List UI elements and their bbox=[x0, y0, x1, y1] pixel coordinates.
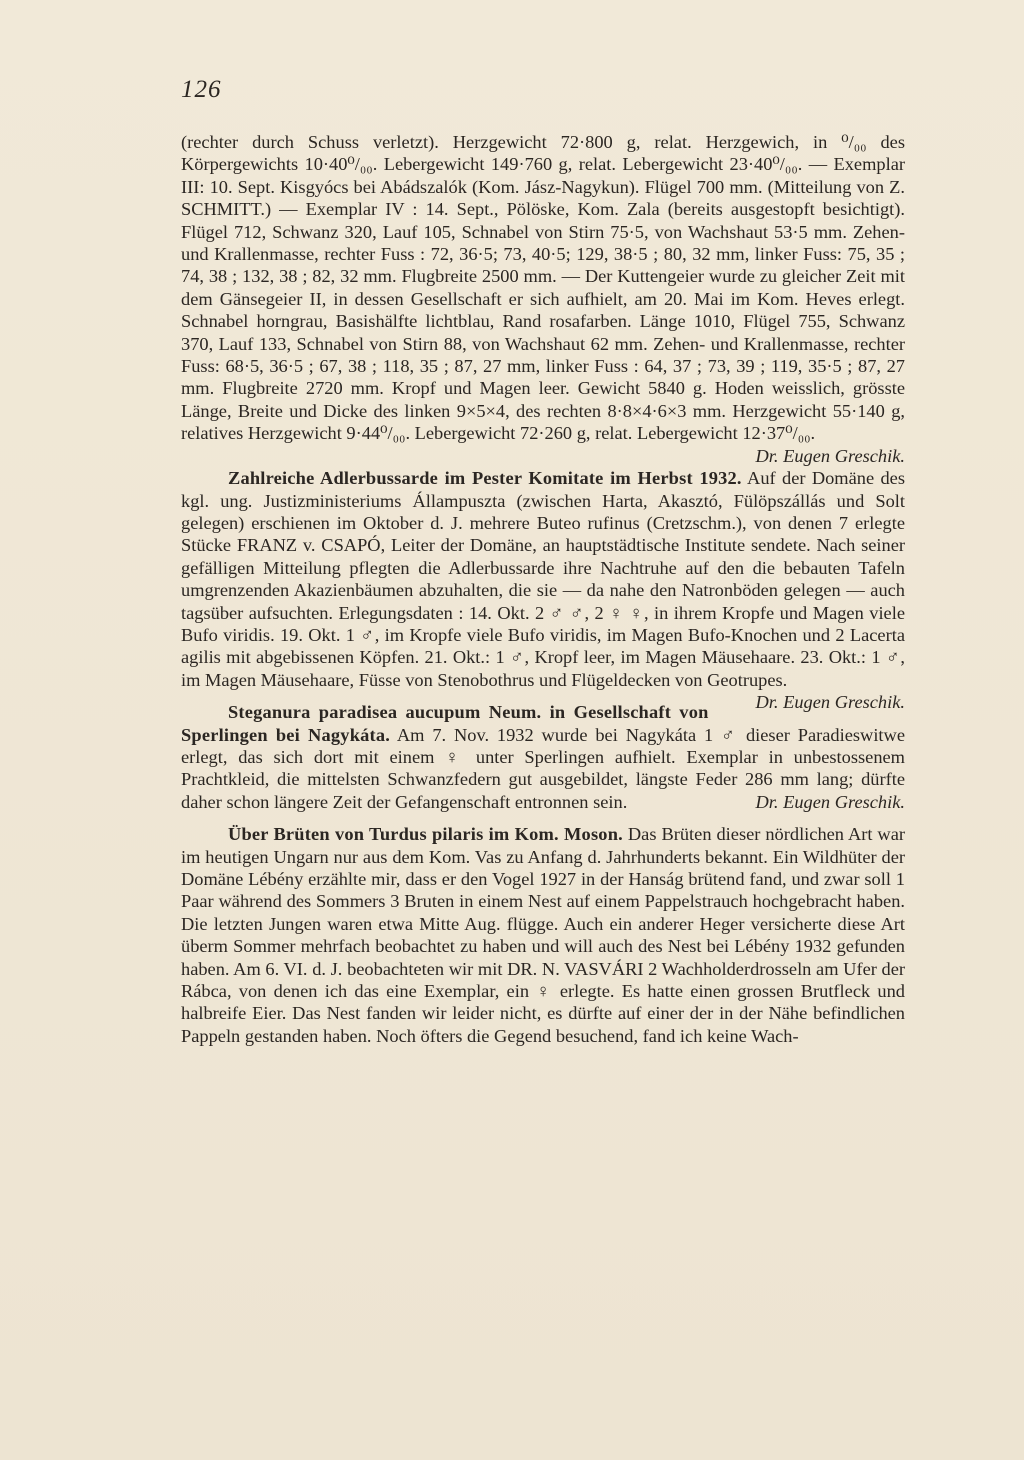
section-heading: Über Brüten von Turdus pilaris im Kom. Moson. bbox=[228, 824, 623, 845]
paragraph-turdus-pilaris bbox=[181, 823, 905, 1047]
section-heading: Zahlreiche Adlerbussarde im Pester Komitate im Herbst 1932. bbox=[228, 468, 742, 489]
page-number: 126 bbox=[181, 76, 222, 103]
section-heading: Steganura paradisea aucupum Neum. in Gesellschaft von Sperlingen bei Nagykáta. bbox=[181, 702, 709, 745]
paragraph-steganura bbox=[181, 701, 905, 813]
author-signature: Dr. Eugen Greschik. bbox=[755, 791, 905, 812]
paragraph-text: Auf der Domäne des kgl. ung. Justizministeriums Állampuszta (zwischen Harta, Akasztó, Fülöpszállás und Solt gelegen) erschienen im Oktober d. J. mehrere Buteo rufinus (Cretzschm.), von denen 7 erlegte Stücke FRANZ v. CSAPÓ, Leiter der Domäne, an hauptstädtische Institute sendete. Nach seiner gefälligen Mitteilung pflegten die Adlerbussarde ihre Nachtruhe auf den die bebauten Tafeln umgrenzenden Akazienbäumen abzuhalten, die sie — da nahe den Natronböden gelegen — auch tagsüber aufsuchten. Erlegungsdaten : 14. Okt. 2 ♂ ♂, 2 ♀ ♀, in ihrem Kropfe und Magen viele Bufo viridis. 19. Okt. 1 ♂, im Kropfe viele Bufo viridis, im Magen Bufo-Knochen und 2 Lacerta agilis mit abgebissenen Köpfen. 21. Okt.: 1 ♂, Kropf leer, im Magen Mäusehaare. 23. Okt.: 1 ♂, im Magen Mäusehaare, Füsse von Stenobothrus und Flügeldecken von Geotrupes. bbox=[181, 468, 905, 690]
paragraph-kuttengeier: (rechter durch Schuss verletzt). Herzgewicht 72·800 g, relat. Herzgewich, in ⁰/₀₀ des Körpergewichts 10·40⁰/₀₀. Lebergewicht 149·760 g, relat. Lebergewicht 23·40⁰/₀₀. — Exemplar III: 10. Sept. Kisgyócs bei Abádszalók (Kom. Jász-Nagykun). Flügel 700 mm. (Mitteilung von Z. SCHMITT.) — Exemplar IV : 14. Sept., Pölöske, Kom. Zala (bereits ausgestopft besichtigt). Flügel 712, Schwanz 320, Lauf 105, Schnabel von Stirn 75·5, von Wachshaut 53·5 mm. Zehen- und Krallenmasse, rechter Fuss : 72, 36·5; 73, 40·5; 129, 38·5 ; 80, 32 mm, linker Fuss: 75, 35 ; 74, 38 ; 132, 38 ; 82, 32 mm. Flugbreite 2500 mm. — Der Kuttengeier wurde zu gleicher Zeit mit dem Gänsegeier II, in dessen Gesellschaft er sich aufhielt, am 20. Mai im Kom. Heves erlegt. Schnabel horngrau, Basishälfte lichtblau, Rand rosafarben. Länge 1010, Flügel 755, Schwanz 370, Lauf 133, Schnabel von Stirn 88, von Wachshaut 62 mm. Zehen- und Krallenmasse, rechter Fuss: 68·5, 36·5 ; 67, 38 ; 118, 35 ; 87, 27 mm, linker Fuss : 64, 37 ; 73, 39 ; 119, 35·5 ; 87, 27 mm. Flugbreite 2720 mm. Kropf und Magen leer. Gewicht 5840 g. Hoden weisslich, grösste Länge, Breite und Dicke des linken 9×5×4, des rechten 8·8×4·6×3 mm. Herzgewicht 55·140 g, relatives Herzgewicht 9·44⁰/₀₀. Lebergewicht 72·260 g, relat. Lebergewicht 12·37⁰/₀₀. bbox=[181, 132, 905, 444]
paragraph-text: Das Brüten dieser nördlichen Art war im heutigen Ungarn nur aus dem Kom. Vas zu Anfang d. Jahrhunderts bekannt. Ein Wildhüter der Domäne Lébény erzählte mir, dass er den Vogel 1927 in der Hanság brütend fand, und zwar soll 1 Paar während des Sommers 3 Bruten in einem Nest auf einem Pappelstrauch hochgebracht haben. Die letzten Jungen waren etwa Mitte Aug. flügge. Auch ein anderer Heger versicherte diese Art überm Sommer mehrfach beobachtet zu haben und will auch des Nest bei Lébény 1932 gefunden haben. Am 6. VI. d. J. beobachteten wir mit DR. N. VASVÁRI 2 Wachholderdrosseln am Ufer der Rábca, von denen ich das eine Exemplar, ein ♀ erlegte. Es hatte einen grossen Brutfleck und halbreife Eier. Das Nest fanden wir leider nicht, es dürfte auf einer der in der Nähe befindlichen Pappeln gestanden haben. Noch öfters die Gegend besuchend, fand ich keine Wach- bbox=[181, 824, 905, 1046]
author-signature: Dr. Eugen Greschik. bbox=[755, 692, 905, 713]
paragraph-text: Am 7. Nov. 1932 wurde bei Nagykáta 1 ♂ dieser Paradieswitwe erlegt, das sich dort mit einem ♀ unter Sperlingen aufhielt. Exemplar in unbestossenem Prachtkleid, die mittelsten Schwanzfedern gut ausgebildet, längste Feder 286 mm lang; dürfte daher schon längere Zeit der Gefangenschaft entronnen sein. bbox=[181, 724, 905, 812]
author-signature: Dr. Eugen Greschik. bbox=[755, 445, 905, 466]
paragraph-adlerbussarde bbox=[181, 467, 905, 713]
article-body bbox=[181, 131, 905, 1047]
